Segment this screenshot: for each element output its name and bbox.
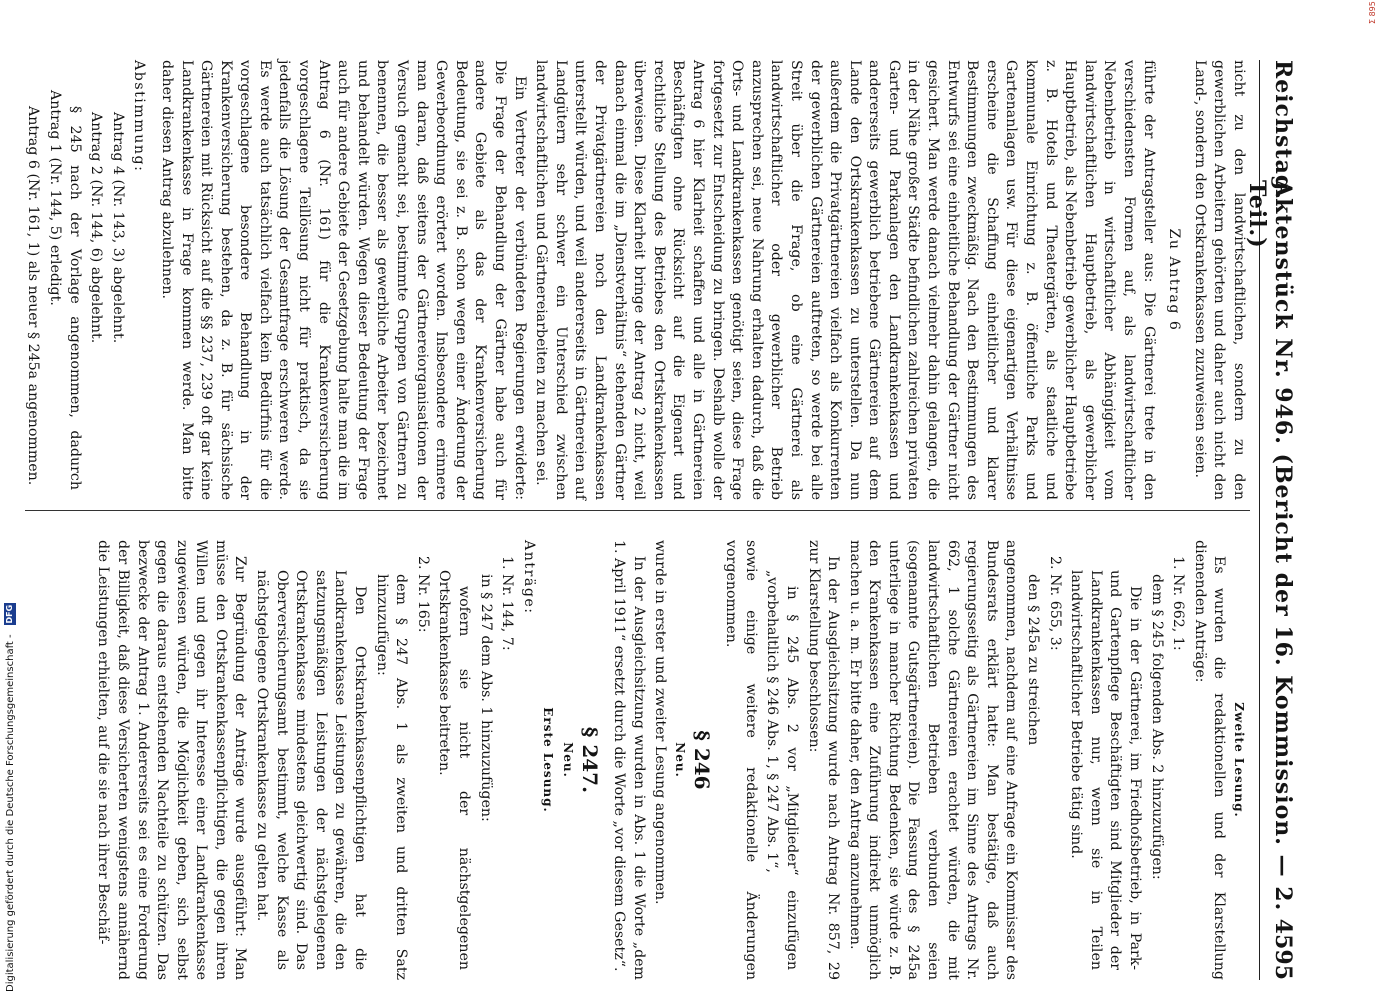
page-header — [1244, 60, 1310, 980]
vote-result: Antrag 4 (Nr. 143, 3) abgelehnt. — [109, 112, 126, 344]
paragraph: Zur Begründung der Anträge wurde ausgeführt: Man müsse den Ortskrankenkassenpflichtigen, die gegen ihren Willen und gegen ihr Interesse einer Landkrankenkasse zugewiesen würden, die Möglichkeit geben, sich selbst gegen die daraus entstehenden Nachteile zu schützen. Das bezwecke der Antrag 1. Andererseits sei es eine Forderung der Billigkeit, daß diese Versicherten wenigstens annähernd die Leistungen erhielten, auf die sie nach ihrer Beschäf- — [95, 540, 249, 980]
motion-quote: in § 245 Abs. 2 vor „Mitglieder“ einzufügen „vorbehaltlich § 246 Abs. 1, § 247 Abs. 1“, — [764, 570, 800, 970]
motion-text: den § 245a zu streichen — [1025, 574, 1042, 746]
paragraph: In der Ausgleichsitzung wurden in Abs. 1 die Worte „dem 1. April 1911“ ersetzt durch die Worte „vor diesem Gesetz“. — [611, 540, 647, 980]
motion-text: dem § 245 folgenden Abs. 2 hinzuzufügen: — [1148, 574, 1165, 880]
section-heading-246: § 246 — [689, 730, 714, 790]
paragraph: nicht zu den landwirtschaftlichen, sondern zu den gewerblichen Arbeitern gehörten und daher auch nicht den Land-, sondern den Ortskrankenkassen zuzuweisen seien. — [1191, 60, 1247, 500]
dfg-logo-icon: DFG — [5, 604, 14, 624]
section-subtitle: Neu. — [672, 742, 687, 778]
header-left: Reichstag. — [1270, 60, 1296, 200]
motion-number: 2. Nr. 165: — [414, 556, 431, 633]
paragraph: Ein Vertreter der verbündeten Regierungen erwiderte: Die Frage der Behandlung der Gärtner habe auch für andere Gebiete als das der Krankenversicherung Bedeutung, sie sei z. B. schon wegen einer Änderung der Gewerbeordnung erörtert worden. Insbesondere erinnere man daran, daß seitens der Gärtnereiorganisationen der Versuch gemacht sei, bestimmte Gruppen von Gärtnern zu benennen, die besser als gewerbliche Arbeiter bezeichnet und behandelt würden. Wegen dieser Bedeutung der Frage auch für andere Gebiete der Gesetzgebung halte man die im Antrag 6 (Nr. 161) für die Krankenversicherung vorgeschlagene Teillösung nicht für praktisch, da sie jedenfalls die Lösung der Gesamtfrage erschweren werde. Es werde auch tatsächlich vielfach kein Bedürfnis für die vorgeschlagene besondere Behandlung in der Krankenversicherung bestehen, da z. B. für sächsische Gärtnereien mit Rücksicht auf die §§ 237, 239 oft gar keine Landkrankenkasse in Frage kommen werde. Man bitte daher diesen Antrag abzulehnen. — [158, 60, 528, 500]
section-heading-247: § 247. — [577, 726, 602, 794]
printed-page — [10, 40, 1310, 1000]
motion-number: 2. Nr. 655, 3: — [1046, 556, 1063, 651]
paragraph: führte der Antragsteller aus: Die Gärtnerei trete in den verschiedensten Formen auf, als landwirtschaftlicher Nebenbetrieb in wirtschaftlicher Abhängigkeit vom landwirtschaftlichen Hauptbetrieb, als gewerblicher Hauptbetrieb, als Nebenbetrieb gewerblicher Hauptbetriebe z. B. Hotels und Theatergärten, als staatliche und kommunale Einrichtung z. B. öffentliche Parks und Gartenanlagen usw. Für diese eigenartigen Verhältnisse erscheine die Schaffung einheitlicher und klarer Bestimmungen zweckmäßig. Nach den Bestimmungen des Entwurfs sei eine einheitliche Behandlung der Gärtner nicht gesichert. Man werde danach vielmehr dahin gelangen, die in der Nähe großer Städte befindlichen zahlreichen privaten Garten- und Parkanlagen den Landkrankenkassen und andererseits gewerblich betriebene Gärtnereien auf dem Lande den Ortskrankenkassen zu unterstellen. Da nun außerdem die Privatgärtnereien vielfach als Konkurrenten der gewerblichen Gärtnereien auftreten, so werde bei alle Streit über die Frage, ob eine Gärtnerei als landwirtschaftlicher oder gewerblicher Betrieb anzusprechen sei, neue Nahrung erhalten dadurch, daß die Orts- und Landkrankenkassen genötigt seien, diese Frage fortgesetzt zur Entscheidung zu bringen. Deshalb wolle der Antrag 6 hier Klarheit schaffen und alle in Gärtnereien Beschäftigten ohne Rücksicht auf die Eigenart und rechtliche Stellung des Betriebes den Ortskrankenkassen überweisen. Diese Klarheit bringe der Antrag 2 nicht, weil danach einmal die im „Dienstverhältnis“ stehenden Gärtner der Privatgärtnereien noch den Landkrankenkassen unterstellt würden, und weil andererseits in Gärtnereien auf Landgütern sehr schwer ein Unterschied zwischen landwirtschaftlichen und Gärtnereiarbeiten zu machen sei. — [533, 60, 1157, 500]
motion-quote: wofern sie nicht der nächstgelegenen Ortskrankenkasse beitreten. — [436, 570, 473, 970]
motion-number: 1. Nr. 662, 1: — [1170, 556, 1187, 651]
vote-result: Antrag 6 (Nr. 161, 1) als neuer § 245a angenommen. — [25, 106, 42, 486]
subheading-zu-antrag: Zu Antrag 6 — [1166, 228, 1183, 332]
vote-result: Antrag 2 (Nr. 144, 6) abgelehnt. — [88, 112, 105, 344]
abstimmung-heading: Abstimmung: — [131, 60, 148, 173]
motion-text: in § 247 dem Abs. 1 hinzuzufügen: — [477, 574, 494, 822]
paragraph: Es wurden die redaktionellen und der Klarstellung dienenden Anträge: — [1191, 540, 1228, 980]
paragraph: sowie einige weitere redaktionelle Änderungen vorgenommen. — [723, 540, 759, 980]
paragraph: In der Ausgleichsitzung wurde nach Antrag Nr. 857, 29 zur Klarstellung beschlossen: — [805, 540, 842, 980]
archive-signature: Σ 895 — [1368, 1, 1377, 24]
motion-quote: Den Ortskrankenkassenpflichtigen hat die Landkrankenkasse Leistungen zu gewähren, die den satzungsmäßigen Leistungen der nächstgelegenen Ortskrankenkasse mindestens gleichwertig sind. Das Oberversicherungsamt bestimmt, welche Kasse als nächstgelegene Ortskrankenkasse zu gelten hat. — [254, 570, 369, 970]
paragraph: angenommen, nachdem auf eine Anfrage ein Kommissar des Bundesrats erklärt hatte: Man bestätige, daß auch regierungsseitig als Gärtnereien im Sinne des Antrags Nr. 662, 1 solche Gärtnereien erachtet würden, die mit landwirtschaftlichen Betrieben verbunden seien (sogenannte Gutsgärtnereien). Die Fassung des § 245a unterliege in mancher Richtung Bedenken, sie würde z. B. den Krankenkassen eine Zuführung indirekt unmöglich machen u. a. m. Er bitte daher, den Antrag anzunehmen. — [846, 540, 1020, 980]
column-divider — [25, 510, 1250, 511]
paragraph: wurde in erster und zweiter Lesung angenommen. — [652, 540, 669, 905]
credit-text: Digitalisierung gefördert durch die Deutsche Forschungsgemeinschaft - — [5, 634, 16, 992]
vote-result: § 245 nach der Vorlage angenommen, dadurch Antrag 1 (Nr. 144, 5) erledigt. — [46, 90, 83, 490]
digitization-credit — [4, 392, 24, 992]
left-column — [21, 60, 1248, 500]
right-column — [91, 540, 1248, 980]
page-number: 4595 — [1270, 918, 1296, 980]
subheading-zweite-lesung: Zweite Lesung. — [1232, 702, 1246, 818]
section-subtitle: Neu. — [561, 742, 575, 778]
motion-quote: Die in der Gärtnerei, im Friedhofsbetrieb, in Park- und Gartenpflege Beschäftigten sind Mitglieder der Landkrankenkassen nur, wenn sie in Teilen landwirtschaftlicher Betriebe tätig sind. — [1068, 570, 1144, 970]
subheading-erste-lesung: Erste Lesung. — [541, 707, 556, 813]
header-title: Aktenstück Nr. 946. (Bericht der 16. Kommission. — 2. Teil.) — [1244, 180, 1296, 912]
antraege-heading: Anträge: — [520, 540, 537, 615]
motion-text: dem § 247 Abs. 1 als zweiten und dritten Satz hinzuzufügen: — [373, 574, 410, 980]
motion-number: 1. Nr. 144, 7: — [499, 556, 516, 651]
